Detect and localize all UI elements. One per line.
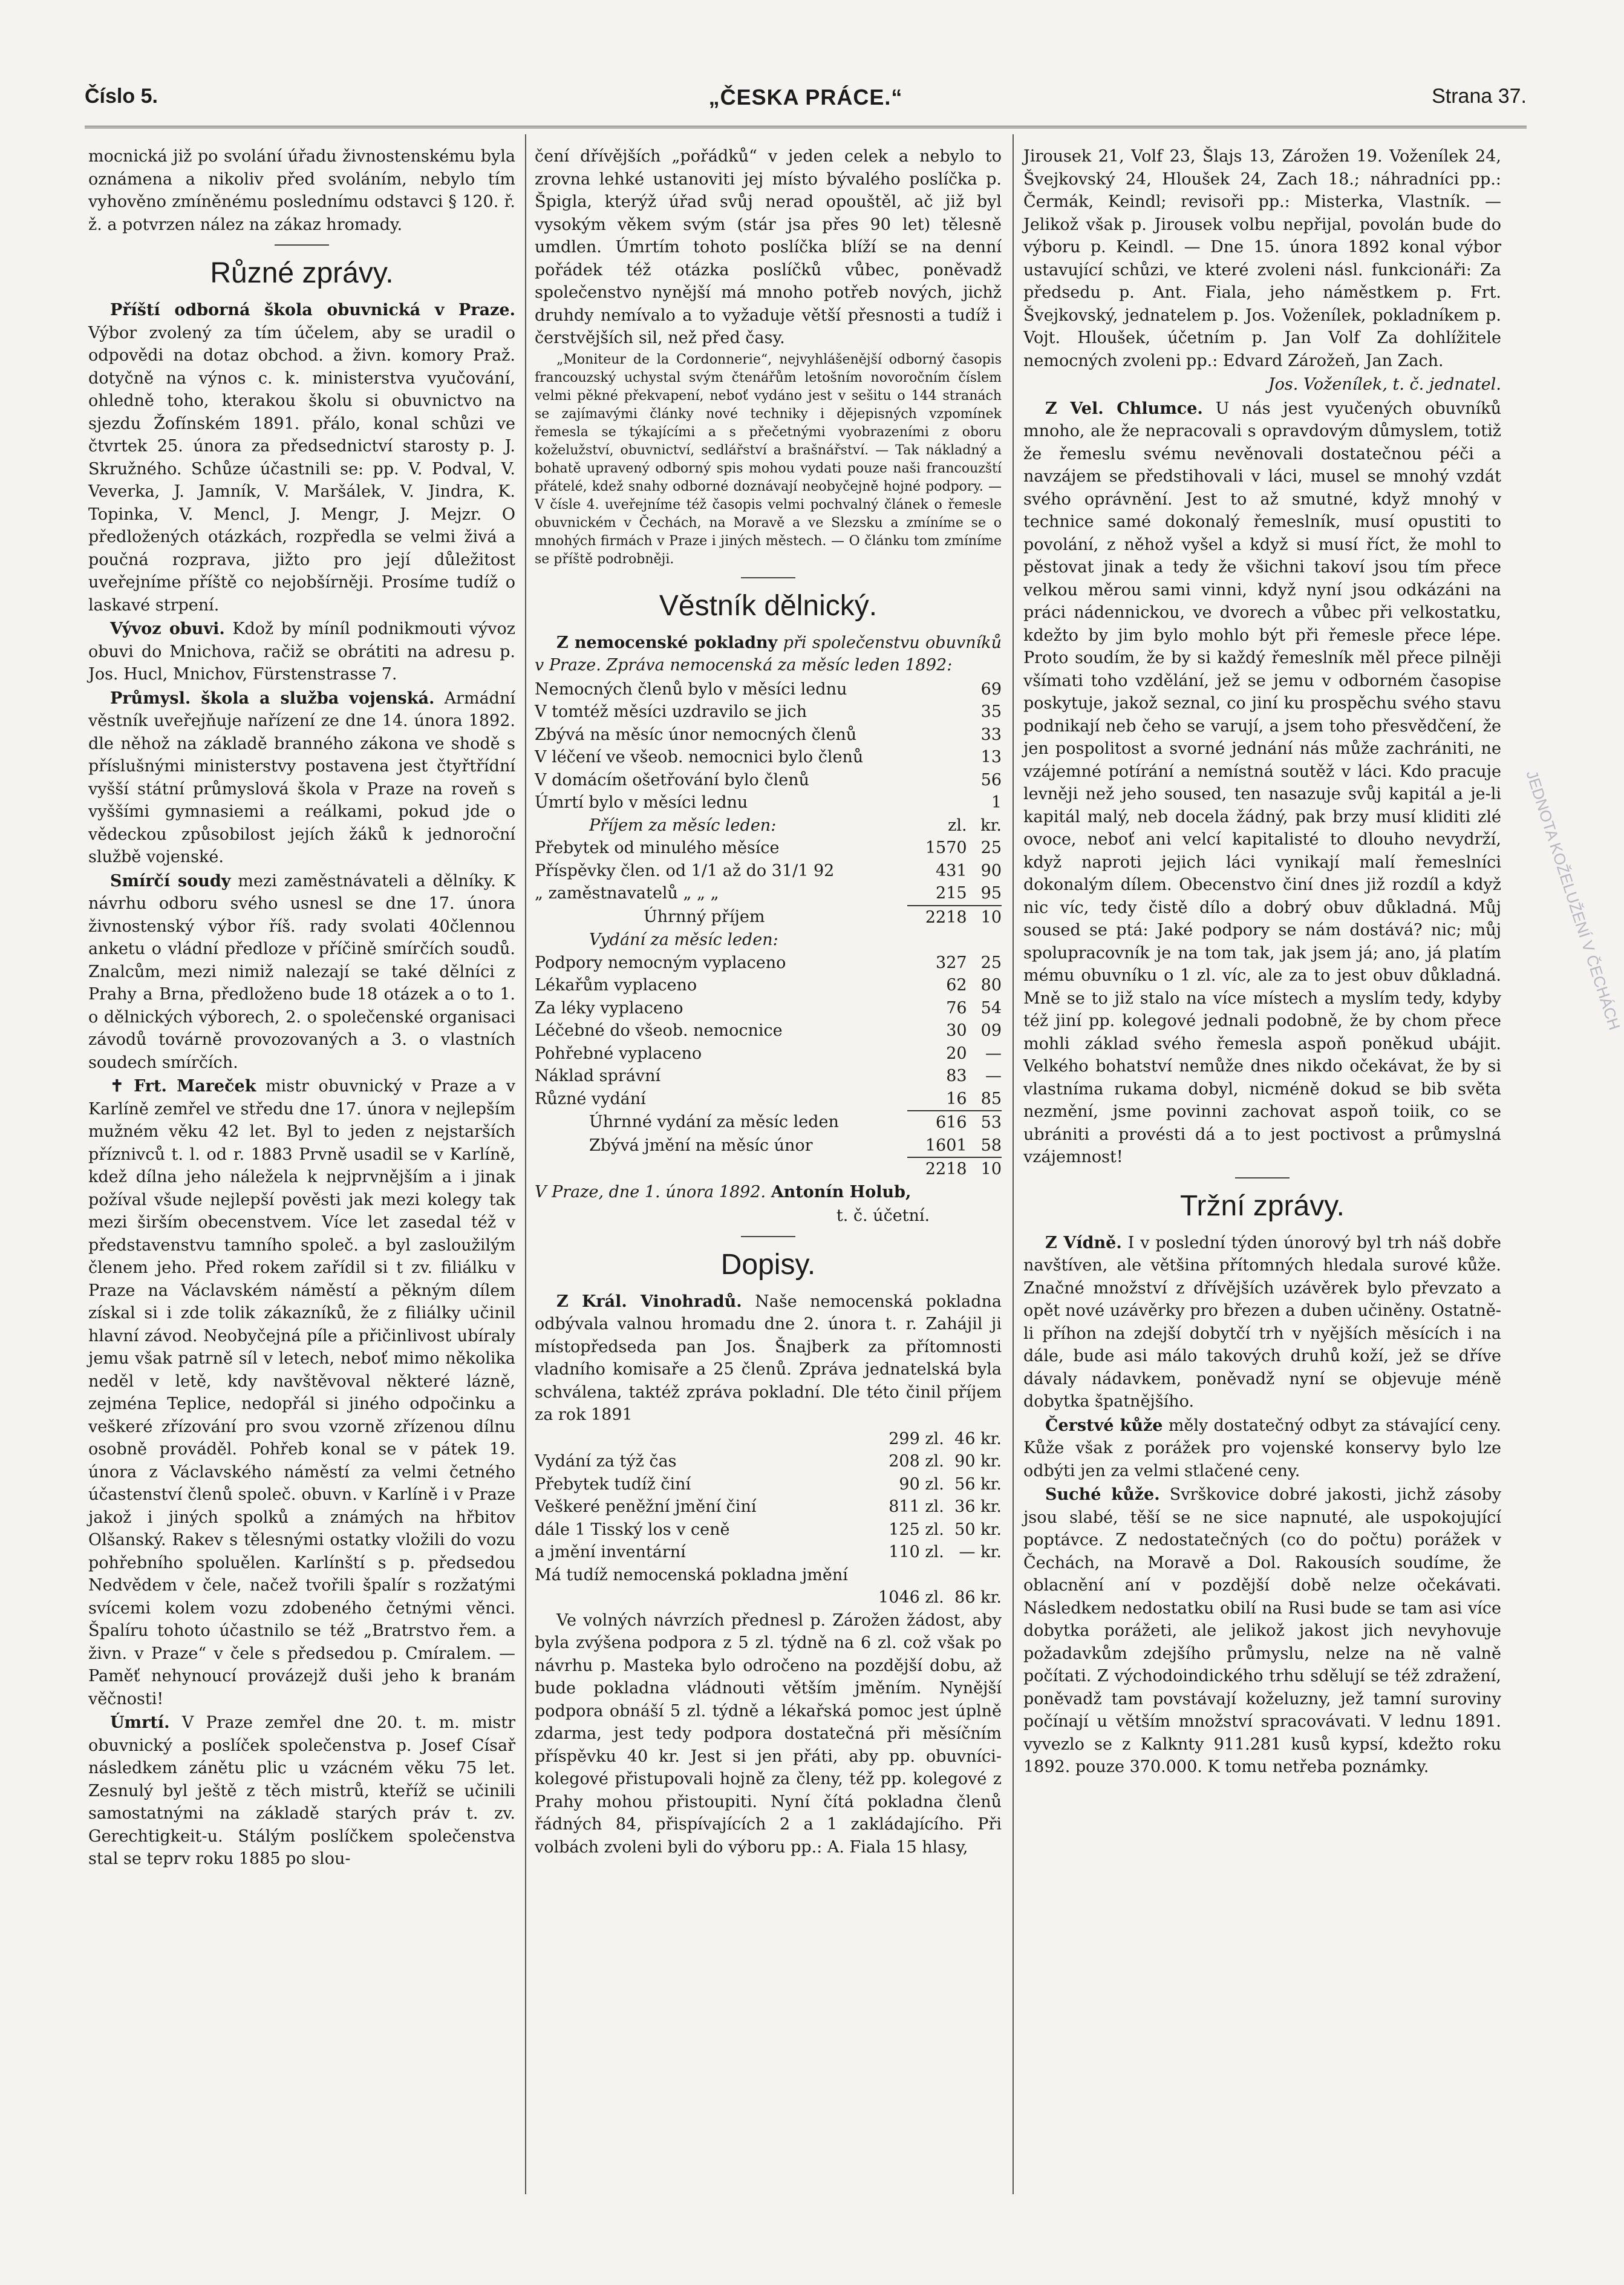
row-value: 35 <box>980 702 1002 721</box>
page-number: Strana 37. <box>1432 85 1527 108</box>
divider <box>1235 1177 1290 1178</box>
row-label: Pohřebné vyplaceno <box>535 1044 702 1063</box>
market-title: Suché kůže. <box>1045 1485 1160 1504</box>
row-label: „ zaměstnavatelů „ „ „ <box>535 884 719 903</box>
expense-row <box>535 1042 1002 1065</box>
row-label: Náklad správní <box>535 1067 661 1085</box>
expense-row <box>535 974 1002 997</box>
market-item <box>1023 1414 1501 1483</box>
row-zl: 110 zl. <box>889 1543 944 1561</box>
signature: Jos. Voženílek, t. č. jednatel. <box>1268 375 1501 394</box>
issue-number: Číslo 5. <box>85 85 158 108</box>
news-item: „Moniteur de la Cordonnerie“, nejvyhlášenější odborný časopis francouzský uchystal svým čtenářům letošním novoročním číslem velmi pěkné překvapení, neboť vydáno jest v sešitu o 144 stranách se zajímavými články nové techniky i dějepisných vzpomínek řemesla se týkajícími a s přečetnými vyobrazeními z oboru koželužství, obuvnictví, sedlářství a brašnářství. — Tak nákladný a bohatě upravený odborný spis mohou vydati pouze naši francouzští přátelé, kdež snahy odborné doznávají neobyčejně hojné podpory. — V čísle 4. uveřejníme též časopis velmi pochvalný článek o řemesle obuvnickém v Čechách, na Moravě a ve Slezsku a zmíníme se o mnohých firmách v Praze i jiných městech. — O článku tom zmíníme se příště podrobněji. <box>535 351 1002 567</box>
income-row <box>535 837 1002 860</box>
section-title: Dopisy. <box>720 1248 816 1281</box>
column-divider <box>1013 134 1014 2194</box>
row-kr: 50 kr. <box>954 1520 1002 1539</box>
fin-total-row <box>535 1586 1002 1609</box>
report-title: Z nemocenské pokladny <box>556 633 778 652</box>
expense-row <box>535 997 1002 1020</box>
fin-row <box>535 1473 1002 1496</box>
sickness-stats-table <box>535 678 1002 814</box>
fin-row <box>535 1518 1002 1541</box>
row-kr: 58 <box>967 1134 1002 1158</box>
row-label <box>535 1428 867 1451</box>
letter-title: Z Vel. Chlumce. <box>1045 399 1203 418</box>
column-1 <box>88 145 515 2212</box>
row-label: dále 1 Tisský los v ceně <box>535 1520 730 1539</box>
row-zl: 2218 <box>925 1160 967 1178</box>
row-zl: 215 <box>936 884 967 903</box>
fin-row <box>535 1564 1002 1587</box>
row-value: 69 <box>980 679 1002 699</box>
row-value: 1 <box>991 793 1002 812</box>
row-label: Podpory nemocným vyplaceno <box>535 953 786 972</box>
expense-row <box>535 952 1002 975</box>
income-row <box>535 882 1002 906</box>
row-kr: 80 <box>980 976 1002 995</box>
library-stamp: JEDNOTA KOŽELUŽENÍ V ČECHÁCH <box>1522 768 1624 1033</box>
row-label: Za léky vyplaceno <box>535 998 683 1018</box>
row-zl <box>867 1564 944 1587</box>
article-continuation: čení dřívějších „pořádků“ v jeden celek a nebylo to zrovna lehké ustanoviti jej místo bývalého poslíčka p. Špigla, kterýž úřad svůj nerad opouštěl, ač již byl vysokým věkem svým (stár jsa přes 90 let) tělesně umdlen. Úmrtím tohoto poslíčka blíží se na denní pořádek též otázka poslíčků vůbec, poněvadž společenstvo nynější má mnoho potřeb nových, jichž druhdy nemívalo a to vyžaduje větší přesnosti a tudíž i čerstvějších sil, než před časy. <box>535 147 1002 347</box>
row-zl: 327 <box>936 953 967 972</box>
divider <box>741 1236 795 1237</box>
row-value: 56 <box>980 770 1002 789</box>
expense-header-row <box>535 929 1002 952</box>
row-value: 33 <box>980 725 1002 744</box>
row-zl: 299 zl. <box>889 1429 944 1448</box>
row-zl: 62 <box>946 976 967 995</box>
news-item <box>88 1075 515 1710</box>
row-zl: 1046 zl. <box>878 1588 944 1607</box>
expense-row <box>535 1019 1002 1042</box>
row-kr: 25 <box>980 838 1002 857</box>
row-kr <box>944 1564 1002 1587</box>
expense-heading: Vydání za měsíc leden: <box>589 930 778 949</box>
column-2 <box>535 145 1002 2212</box>
row-label: V tomtéž měsíci uzdravilo se jich <box>535 702 807 721</box>
column-3 <box>1023 145 1501 2212</box>
news-title: Průmysl. škola a služba vojenská. <box>110 688 435 708</box>
row-kr: 90 kr. <box>954 1452 1002 1471</box>
row-zl: 811 zl. <box>889 1497 944 1516</box>
letter-title: Z Král. Vinohradů. <box>556 1292 742 1311</box>
expense-row <box>535 1088 1002 1111</box>
fin-row <box>535 1450 1002 1473</box>
row-label: Vydání za týž čas <box>535 1452 677 1471</box>
row-zl: 83 <box>946 1067 967 1085</box>
news-item <box>88 1711 515 1871</box>
report-intro <box>535 632 1002 677</box>
row-label: Úhrnný příjem <box>644 907 765 926</box>
row-kr: — <box>985 1067 1002 1085</box>
news-text: mistr obuvnický v Praze a v Karlíně zemřel ve středu dne 17. února v nejlepším mužném věku 42 let. Byl to jeden z nejstarších příznivců t. l. od r. 1883 Prvně usadil se v Karlíně, kdež dílna jeho náležela k nejprvnějším a i jinak požíval všude nejlepší pověsti jak mezi kolegy tak mezi širším obecenstvem. Více let zasedal též v představenstvu tamního společ. a byl zasloužilým členem jeho. Před rokem zařídil si t zv. filiálku v Praze na Václavském náměstí a pěkným dílem získal si i zde tolik zákazníků, že z filiálky učinil hlavní závod. Neobyčejná píle a přičinlivost ubíraly jemu však patrně síl v letech, neboť mimo několika neděl v letě, kdy navštěvoval některé lázně, zejména Teplice, nedopřál si jiného odpočinku a veškeré zřízování pro svou vzorně zřízenou dílnu osobně prováděl. Pohřeb konal se v pátek 19. února z Václavského náměstí za velmi četného účastenství členů společ. obuvn. v Karlíně i v Praze jakož i jiných spolků a známých na hřbitov Olšanský. Rakev s tělesnými ostatky vložili do vozu pohřebního spoluělen. Karlínští s p. předsedou Nedvědem v čele, načež tvořili špalír s rozžatými svícemi kolem vozu zdobeného četnými věnci. Špalíru tohoto účastnilo se též „Bratrstvo řem. a živn. v Praze“ v čele s předsedou p. Cmíralem. — Paměť nehynoucí provázejž duši jeho k branám věčnosti! <box>88 1077 516 1708</box>
row-zl: 431 <box>936 861 967 880</box>
currency-kr: kr. <box>980 816 1002 835</box>
row-kr: 85 <box>980 1089 1002 1108</box>
section-title: Různé zprávy. <box>210 257 394 289</box>
row-label: V léčení ve všeob. nemocnici bylo členů <box>535 748 864 767</box>
letter-item <box>1023 397 1501 1169</box>
currency-zl: zl. <box>948 816 967 835</box>
income-total-row <box>535 906 1002 929</box>
market-title: Z Vídně. <box>1045 1233 1122 1252</box>
letter-text: U nás jest vyučených obuvníků mnoho, ale že nepracovali s opravdovým důmyslem, totiž že řemeslu svému nevěnovali dostatečnou péči a navzájem se předstihovali v láci, musel se mnohý vzdát svého oprávnění. Jest to až smutné, když mnohý v technice samé dokonalý řemeslník, musí opustiti to povolání, z něhož vyšel a když si musí říct, že mohl to pěstovat jinak a tedy že všichni takoví jsou tím přece velkou měrou sami vinni, když nyní jsou odkázáni na práci nádennickou, ve dvorech a vůbec při velkostatku, kdežto by jim bylo mohlo být při řemesle přece lépe. Proto soudím, že by si každý řemeslník měl přece pilněji všímati toho vzdělání, jež se jemu v odborném časopise poskytuje, jakož seznal, co jiní ku prospěchu svého stavu podnikají neb čeho se varují, a jsem toho přesvědčení, že jen pospolitost a svorné jednání nás může zachrániti, ne vzájemné potírání a nemístná soutěž v láci. Kdo pracuje levněji než jeho soused, ten nasazuje svůj kapitál a je-li kapitál malý, neb docela žádný, pak brzy musí kliditi zlé ovoce, neboť ani velcí kapitalisté to dlouho nevydrží, když naproti jejich láci vynikají malí řemeslníci dokonalým dílem. Obecenstvo činí dnes již rozdíl a když nic víc, tedy čistě dílo a dobrý obuv důkladná. Můj soused se ptá: Jaké podpory se nám dostává? nic; můj spolupracovník je na tom tak, jak jsem já; ano, já platím mému obuvníku o 1 zl. víc, ale za to jest obuv důkladná. Mně se to již stalo na více místech a myslím tedy, kdyby též jiní pp. kolegové jednali podobně, že by chom přece mohli základ svého řemesla aspoň poněkud ubájit. Velkého bohatství nemůže dnes nikdo očekávat, že by si vlastníma rukama dobyl, nicméně dokud se bib světa nezmění, jsme povinni zachovat aspoň toiik, co se ubrániti a provésti dá a to jest poctivost a průmyslná vzájemnost! <box>1023 399 1501 1166</box>
report-text: při společenstvu obuvníků v Praze. Zpráva nemocenská za měsíc leden 1892: <box>535 633 1002 675</box>
news-title: Vývoz obuvi. <box>110 619 225 638</box>
row-kr: 86 kr. <box>954 1588 1002 1607</box>
row-kr: 46 kr. <box>954 1429 1002 1448</box>
row-value: 13 <box>980 748 1002 767</box>
news-text: Armádní věstník uveřejňuje nařízení ze dne 14. února 1892. dle něhož na základě branného zákona ve shodě s příslušnými ministerstvy postavena jest čtyřtřídní vyšší státní průmyslová škola v Praze na roveň s vyššími gymnasiemi a reálkami, pokud jde o vědeckou způsobilost jejích žáků k jednoroční službě vojenské. <box>88 688 515 866</box>
section-title: Tržní zprávy. <box>1179 1189 1345 1222</box>
section-title: Věstník dělnický. <box>659 589 878 622</box>
news-text: Kdož by míníl podnikmouti vývoz obuvi do Mnichova, račiž se obrátiti na adresu p. Jos. Hucl, Mnichov, Fürstenstrasse 7. <box>88 619 515 684</box>
column-divider <box>525 134 526 2194</box>
news-title: Úmrtí. <box>110 1713 170 1732</box>
expense-row <box>535 1065 1002 1088</box>
news-item <box>88 870 515 1074</box>
row-label: Různé vydání <box>535 1089 646 1108</box>
market-item <box>1023 1232 1501 1413</box>
row-kr: — <box>985 1044 1002 1063</box>
row-label: Lékařům vyplaceno <box>535 976 697 995</box>
row-label: Nemocných členů bylo v měsíci lednu <box>535 679 847 699</box>
row-zl: 125 zl. <box>889 1520 944 1539</box>
row-kr: 09 <box>980 1021 1002 1040</box>
stats-row <box>535 769 1002 792</box>
row-zl: 616 <box>907 1111 967 1134</box>
row-label: Úmrtí bylo v měsíci lednu <box>535 793 748 812</box>
news-text: mezi zaměstnávateli a dělníky. K návrhu odboru svého usnesl se dne 17. února živnostenský výbor říš. rady svolati 40člennou anketu o vládní předloze v příčině smírčích soudů. Znalcům, mezi nimiž nalezají se také dělníci z Prahy a Brna, předloženo bude 18 otázek a o to 1. o dělnických výborech, 2. o společenské organisaci závodů továrně provozovaných a 3. o vlastních soudech smírčích. <box>88 871 515 1072</box>
row-zl: 208 zl. <box>889 1452 944 1471</box>
income-row <box>535 860 1002 883</box>
stats-row <box>535 724 1002 747</box>
row-kr: 25 <box>980 953 1002 972</box>
letter-text: Ve volných návrzích přednesl p. Zárožen žádost, aby byla zvýšena podpora z 5 zl. týdně na 6 zl. což však po návrhu p. Masteka bylo odročeno na pozdější dobu, až bude pokladna vládnouti větším jměním. Nynější podpora obnáší 5 zl. týdně a lékařská pomoc jest úplně zdarma, jest tedy podpora dostatečná při měsíčním příspěvku 40 kr. Jest si jen přáti, aby pp. obuvníci-kolegové přistupovali hojně za členy, též pp. kolegové z Prahy mohou přistoupiti. Nyní čítá pokladna členů řádných 84, přispívajících 2 a 1 zakládajícího. Při volbách zvoleni byli do výboru pp.: A. Fiala 15 hlasy, <box>535 1610 1002 1857</box>
finance-table <box>535 814 1002 1181</box>
fin-row <box>535 1428 1002 1451</box>
signature-role: t. č. účetní. <box>836 1206 930 1225</box>
market-text: Svrškovice dobré jakosti, jichž zásoby jsou slabé, těší se ne sice napnuté, ale uspokojující poptávce. Z nedostatečných (co do počtu) porážek v Čechách, na Moravě a Dol. Rakousích soudíme, že oblacnění aní v pozdější době nelze očekávati. Následkem nedostatku obilí na Rusi bude se tam asi více dobytka porážeti, ale jelikož jakost jich nevyhovuje požadavkům zdejšího průmyslu, nelze na ně valně počítati. Z východoindického trhu sdělují se též zdražení, poněvadž tam povstávají koželuzny, jež tamní suroviny počínají u větším množství spracovávati. V lednu 1891. vyvezlo se z Kalknty 911.281 kusů kypsí, kdežto roku 1892. pouze 370.000. K tomu netřeba poznámky. <box>1023 1485 1501 1776</box>
row-label: Má tudíž nemocenská pokladna jmění <box>535 1565 848 1584</box>
row-zl: 1601 <box>907 1134 967 1158</box>
letter-text: Naše nemocenská pokladna odbývala valnou hromadu dne 2. února t. r. Zahájil ji místopředseda pan Jos. Šnajberk za přítomnosti vladního komisaře a 25 členů. Zpráva jednatelská byla schválena, taktéž zpráva pokladní. Dle této činil příjem za rok 1891 <box>535 1292 1002 1424</box>
row-kr: 56 kr. <box>954 1474 1002 1494</box>
row-label: Léčebné do všeob. nemocnice <box>535 1021 783 1040</box>
news-title: Příští odborná škola obuvnická v Praze. <box>110 301 515 319</box>
signature-place: V Praze, dne 1. února 1892. <box>535 1182 766 1201</box>
row-kr: — kr. <box>959 1543 1002 1561</box>
row-kr: 36 kr. <box>954 1497 1002 1516</box>
grand-total-row <box>535 1157 1002 1181</box>
stats-row <box>535 746 1002 769</box>
article-continuation: mocnická již po svolání úřadu živnostenskému byla oznámena a nikoliv před svoláním, nebylo tím vyhověno zmíněnému poslednímu odstavci § 120. ř. ž. a potvrzen nález na zákaz hromady. <box>88 147 515 234</box>
row-label: Úhrnné vydání za měsíc leden <box>589 1113 839 1131</box>
masthead-title: „ČESKA PRÁCE.“ <box>708 85 903 110</box>
stats-row <box>535 701 1002 724</box>
association-finance-table <box>535 1428 1002 1609</box>
news-text: V Praze zemřel dne 20. t. m. mistr obuvnický a poslíček společenstva p. Josef Císař následkem zánětu plic u vzácném věku 75 let. Zesnulý byl ještě z těch mistrů, kteříž se učinili samostatnými na základě starých práv t. zv. Gerechtigkeit-u. Stálým poslíčkem společenstva stal se teprv roku 1885 po slou- <box>88 1713 515 1868</box>
news-text: Výbor zvolený za tím účelem, aby se uradil o odpovědi na dotaz obchod. a živn. komory Praž. dotyčně na výnos c. k. ministerstva vyučování, ohledně toho, kterakou školu si obuvnictvo na sjezdu Žofínském 1891. přálo, konal schůzi ve čtvrtek 25. února za předsednictví starosty p. J. Skružného. Schůze účastnili se: pp. V. Podval, V. Veverka, J. Jamník, V. Maršálek, V. Jindra, K. Topinka, V. Mencl, J. Mengr, J. Mejzr. O předložených otázkách, rozpředla se velmi živá a poučná rozprava, jižto pro její důležitost uveřejníme příště co nejobšírněji. Prosíme tudíž o laskavé strpení. <box>88 323 515 615</box>
news-item <box>88 618 515 686</box>
row-kr: 53 <box>967 1111 1002 1134</box>
row-label: Zbývá na měsíc únor nemocných členů <box>535 725 857 744</box>
row-zl: 1570 <box>925 838 967 857</box>
income-heading: Příjem za měsíc leden: <box>589 816 777 835</box>
stats-row <box>535 791 1002 814</box>
row-kr: 10 <box>980 1160 1002 1178</box>
row-zl: 16 <box>946 1089 967 1108</box>
market-text: I v poslední týden únorový byl trh náš dobře navštíven, ale většina přítomných hledala surové kůže. Značné množství z dřívějších uzávěrek bylo převzato a opět nové uzávěrky pro březen a duben učiněny. Ostatně-li příhon na zdejší dobytčí trh v nyějších měsících i na dále, bude asi málo takových druhů koží, jež se dříve dávaly nádavkem, poněvadž nyní se objevuje méně dobytka špatnějšího. <box>1023 1233 1501 1411</box>
row-label: V domácím ošetřování bylo členů <box>535 770 809 789</box>
row-kr: 95 <box>980 884 1002 903</box>
news-item <box>88 299 515 616</box>
page-header <box>85 85 1527 121</box>
divider <box>275 244 329 246</box>
news-title: Smírčí soudy <box>110 871 231 891</box>
row-label: Veškeré peněžní jmění činí <box>535 1497 757 1516</box>
row-zl: 90 zl. <box>899 1474 944 1494</box>
news-title: ✝ Frt. Mareček <box>110 1077 256 1096</box>
row-label: Příspěvky člen. od 1/1 až do 31/1 92 <box>535 861 835 880</box>
remaining-row <box>535 1134 1002 1158</box>
row-label: a jmění inventární <box>535 1543 686 1561</box>
row-kr: 54 <box>980 998 1002 1018</box>
fin-row <box>535 1496 1002 1518</box>
header-rule <box>85 126 1527 128</box>
stats-row <box>535 678 1002 701</box>
fin-row <box>535 1541 1002 1564</box>
market-text: měly dostatečný odbyt za stávající ceny. Kůže však z porážek pro vojenské konservy bylo lze odbýti jen za velmi stlačené ceny. <box>1023 1416 1501 1480</box>
article-continuation: Jirousek 21, Volf 23, Šlajs 13, Zárožen 19. Voženílek 24, Švejkovský 24, Hloušek 24, Zach 18.; náhradníci pp.: Čermák, Keindl; revisoři pp.: Misterka, Vlastník. — Jelikož však p. Jirousek volbu nepřijal, povolán bude do výboru p. Keindl. — Dne 15. února 1892 konal výbor ustavující schůzi, ve které zvoleni násl. funkcionáři: Za předsedu p. Ant. Fiala, jeho náměstkem p. Frt. Švejkovský, jednatelem p. Jos. Voženílek, pokladníkem p. Vojt. Hloušek, účetním p. Jan Volf Za dohlížitele nemocných zvoleni pp.: Edvard Zárožeň, Jan Zach. <box>1023 147 1501 370</box>
letter-item <box>535 1290 1002 1427</box>
row-zl: 20 <box>946 1044 967 1063</box>
row-zl: 30 <box>946 1021 967 1040</box>
row-zl: 76 <box>946 998 967 1018</box>
market-title: Čerstvé kůže <box>1045 1416 1163 1435</box>
divider <box>741 577 795 578</box>
market-item <box>1023 1483 1501 1779</box>
row-label: Přebytek tudíž činí <box>535 1474 691 1494</box>
row-zl: 2218 <box>907 906 967 929</box>
signature-name: Antonín Holub, <box>771 1182 911 1201</box>
signature <box>535 1181 1002 1204</box>
income-header-row <box>535 814 1002 837</box>
expense-total-row <box>535 1111 1002 1134</box>
row-kr: 90 <box>980 861 1002 880</box>
row-label: Přebytek od minulého měsíce <box>535 838 780 857</box>
news-item <box>88 687 515 869</box>
row-kr: 10 <box>967 906 1002 929</box>
row-label: Zbývá jmění na měsíc únor <box>589 1136 813 1155</box>
